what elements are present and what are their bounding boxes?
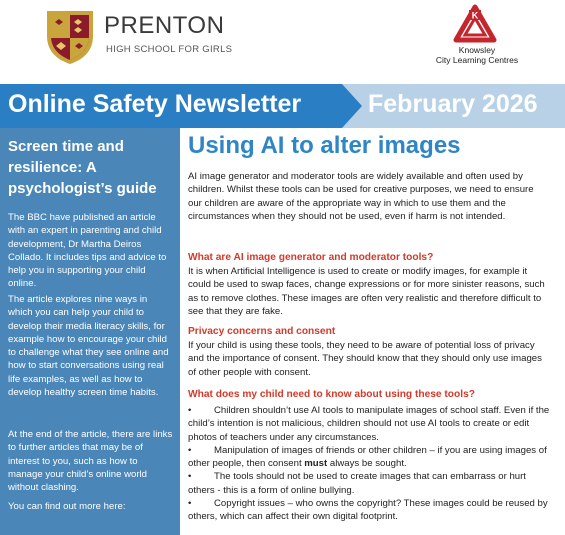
emphasis-text: must — [304, 458, 328, 470]
bullet-icon: • — [188, 471, 192, 483]
newsletter-date: February 2026 — [368, 90, 538, 118]
sidebar-paragraph: The BBC have published an article with an expert in parenting and child development, Dr Martha Deiros Collado. It includes tips and advice to help you in supporting your child online. — [8, 212, 167, 290]
list-item — [188, 404, 550, 444]
bullet-icon: • — [188, 444, 192, 456]
sidebar-paragraph: The article explores nine ways in which you can help your child to develop their media literacy skills, for example how to encourage your child to challenge what they see online and how to start conversations using real life examples, as well as how to develop healthy screen time habits. — [8, 294, 169, 399]
section-heading: Privacy concerns and consent — [188, 326, 336, 337]
article-intro: AI image generator and moderator tools are widely available and often used by children. Whilst these tools can be used for creative purposes, we need to ensure our children are aware of the appropriate way in which to use them and the circumstances when they should not be used, even if harm is not intended. — [188, 171, 534, 222]
newsletter-title: Online Safety Newsletter — [8, 90, 302, 118]
section-body: If your child is using these tools, they need to be aware of potential loss of privacy and the importance of consent. They should know that they should only use images of other people with consent. — [188, 340, 542, 378]
bullet-icon: • — [188, 405, 192, 416]
bullet-icon: • — [188, 498, 192, 510]
school-crest-logo — [44, 8, 96, 66]
section-heading: What does my child need to know about using these tools? — [188, 389, 475, 400]
section-heading: What are AI image generator and moderator tools? — [188, 252, 434, 263]
advice-bullet-list — [188, 404, 550, 524]
list-item-text: Children shouldn’t use AI tools to manipulate images of school staff. Even if the child’s intention is not malicious, children should not use AI tools to create or edit photos of teachers under any circumstances. — [188, 405, 550, 443]
partner-name-line1: Knowsley — [458, 45, 496, 55]
sidebar-paragraph: At the end of the article, there are links to further articles that may be of interest to you, such as how to manage your child’s online world without clashing. — [8, 429, 173, 494]
school-name: PRENTON — [104, 12, 225, 39]
list-item-text: always be sought. — [327, 458, 407, 470]
list-item-text: Manipulation of images of friends or other children – if you are using images of other people, then consent — [188, 444, 547, 470]
list-item — [188, 470, 550, 497]
sidebar-paragraph: You can find out more here: — [8, 501, 126, 512]
partner-name — [412, 45, 542, 65]
list-item-text: The tools should not be used to create images that can embarrass or hurt others - this is a form of online bullying. — [188, 471, 526, 496]
knowsley-logo — [452, 4, 498, 46]
knowsley-logo-letter: K — [471, 10, 479, 21]
sidebar-title: Screen time and resilience: A psychologist’s guide — [8, 138, 157, 197]
list-item-text: Copyright issues – who owns the copyright? These images could be reused by others, which can affect their own digital footprint. — [188, 498, 548, 523]
partner-name-line2: City Learning Centres — [435, 55, 519, 65]
list-item — [188, 497, 550, 524]
section-body: It is when Artificial Intelligence is used to create or modify images, for example it could be used to swap faces, change expressions or for more sinister reasons, such as to remove clothes. These images are often very realistic and therefore difficult to see that they are fake. — [188, 266, 545, 317]
list-item — [188, 444, 550, 471]
school-subtitle: HIGH SCHOOL FOR GIRLS — [106, 44, 233, 55]
article-title: Using AI to alter images — [188, 132, 461, 159]
page-header — [0, 0, 565, 84]
